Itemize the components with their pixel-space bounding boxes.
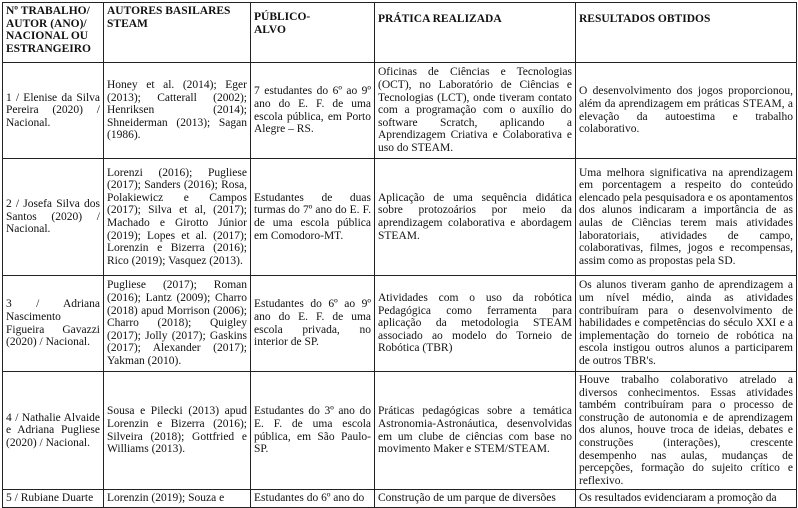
cell-work: 4 / Nathalie Alvaide e Adriana Pugliese (2020) / Nacional. xyxy=(3,372,104,490)
table-row xyxy=(3,372,797,490)
cell-authors: Lorenzi (2016); Pugliese (2017); Sanders (2016); Rosa, Polakiewicz e Campos (2017); Silva et al, (2017); Machado e Girotto Júnior (2019); Lopes et al. (2017); Lorenzin e Bizerra (2016); Rico (2019); Vasquez (2013). xyxy=(104,159,251,276)
cell-results: Os resultados evidenciaram a promoção da xyxy=(576,490,797,508)
cell-work: 5 / Rubiane Duarte xyxy=(3,490,104,508)
header-results: RESULTADOS OBTIDOS xyxy=(576,3,797,63)
header-authors: AUTORES BASILARES STEAM xyxy=(104,3,251,63)
cell-authors: Lorenzin (2019); Souza e xyxy=(104,490,251,508)
header-work: Nº TRABALHO/ AUTOR (ANO)/ NACIONAL OU ESTRANGEIRO xyxy=(3,3,104,63)
cell-audience: Estudantes do 6º ano do xyxy=(251,490,375,508)
cell-audience: 7 estudantes do 6º ao 9º ano do E. F. de uma escola pública, em Porto Alegre – RS. xyxy=(251,63,375,159)
cell-results: O desenvolvimento dos jogos proporcionou, além da aprendizagem em práticas STEAM, a elevação da autoestima e trabalho colaborativo. xyxy=(576,63,797,159)
cell-practice: Oficinas de Ciências e Tecnologias (OCT), no Laboratório de Ciências e Tecnologias (LCT), onde tiveram contato com a programação com o auxílio do software Scratch, aplicando a Aprendizagem Criativa e Colaborativa e uso do STEAM. xyxy=(375,63,576,159)
table-row xyxy=(3,276,797,372)
cell-audience: Estudantes do 3º ano do E. F. de uma escola pública, em São Paulo-SP. xyxy=(251,372,375,490)
cell-authors: Honey et al. (2014); Eger (2013); Catterall (2002); Henriksen (2014); Shneiderman (2013); Sagan (1986). xyxy=(104,63,251,159)
header-audience: PÚBLICO- ALVO xyxy=(251,3,375,63)
cell-authors: Sousa e Pilecki (2013) apud Lorenzin e Bizerra (2016); Silveira (2018); Gottfried e Williams (2013). xyxy=(104,372,251,490)
cell-authors: Pugliese (2017); Roman (2016); Lantz (2009); Charro (2018) apud Morrison (2006); Charro (2018); Quigley (2017); Jolly (2017); Gaskins (2017); Alexander (2017); Yakman (2010). xyxy=(104,276,251,372)
cell-results: Uma melhora significativa na aprendizagem em porcentagem a respeito do conteúdo elencado pela pesquisadora e os apontamentos dos alunos indicaram a importância de as aulas de Ciências terem mais atividades laboratoriais, atividades de campo, colaborativas, filmes, jogos e recompensas, assim como as propostas pela SD. xyxy=(576,159,797,276)
cell-practice: Atividades com o uso da robótica Pedagógica como ferramenta para aplicação da metodologia STEAM associado ao modelo do Torneio de Robótica (TBR) xyxy=(375,276,576,372)
cell-audience: Estudantes do 6º ao 9º ano do E. F. de uma escola privada, no interior de SP. xyxy=(251,276,375,372)
cell-work: 2 / Josefa Silva dos Santos (2020) / Nacional. xyxy=(3,159,104,276)
cell-practice: Práticas pedagógicas sobre a temática Astronomia-Astronáutica, desenvolvidas em um clube de ciências com base no movimento Maker e STEM/STEAM. xyxy=(375,372,576,490)
cell-results: Os alunos tiveram ganho de aprendizagem a um nível médio, ainda as atividades contribuíram para o desenvolvimento de habilidades e competências do século XXI e a implementação do torneio de robótica na escola instigou outros alunos a participarem de outros TBR's. xyxy=(576,276,797,372)
header-practice: PRÁTICA REALIZADA xyxy=(375,3,576,63)
cell-practice: Aplicação de uma sequência didática sobre protozoários por meio da aprendizagem colaborativa e abordagem STEAM. xyxy=(375,159,576,276)
cell-work: 3 / Adriana Nascimento Figueira Gavazzi (2020) / Nacional. xyxy=(3,276,104,372)
header-row xyxy=(3,3,797,63)
cell-results: Houve trabalho colaborativo atrelado a diversos conhecimentos. Essas atividades também contribuíram para o processo de construção de autonomia e de aprendizagem dos alunos, houve troca de ideias, debates e construções (interações), crescente desempenho nas aulas, mudanças de percepções, formação do sujeito crítico e reflexivo. xyxy=(576,372,797,490)
cell-work: 1 / Elenise da Silva Pereira (2020) / Nacional. xyxy=(3,63,104,159)
table-row xyxy=(3,159,797,276)
cell-practice: Construção de um parque de diversões xyxy=(375,490,576,508)
table-row xyxy=(3,490,797,508)
cell-audience: Estudantes de duas turmas do 7º ano do E. F. de uma escola pública em Comodoro-MT. xyxy=(251,159,375,276)
table-row xyxy=(3,63,797,159)
steam-studies-table xyxy=(2,2,797,508)
